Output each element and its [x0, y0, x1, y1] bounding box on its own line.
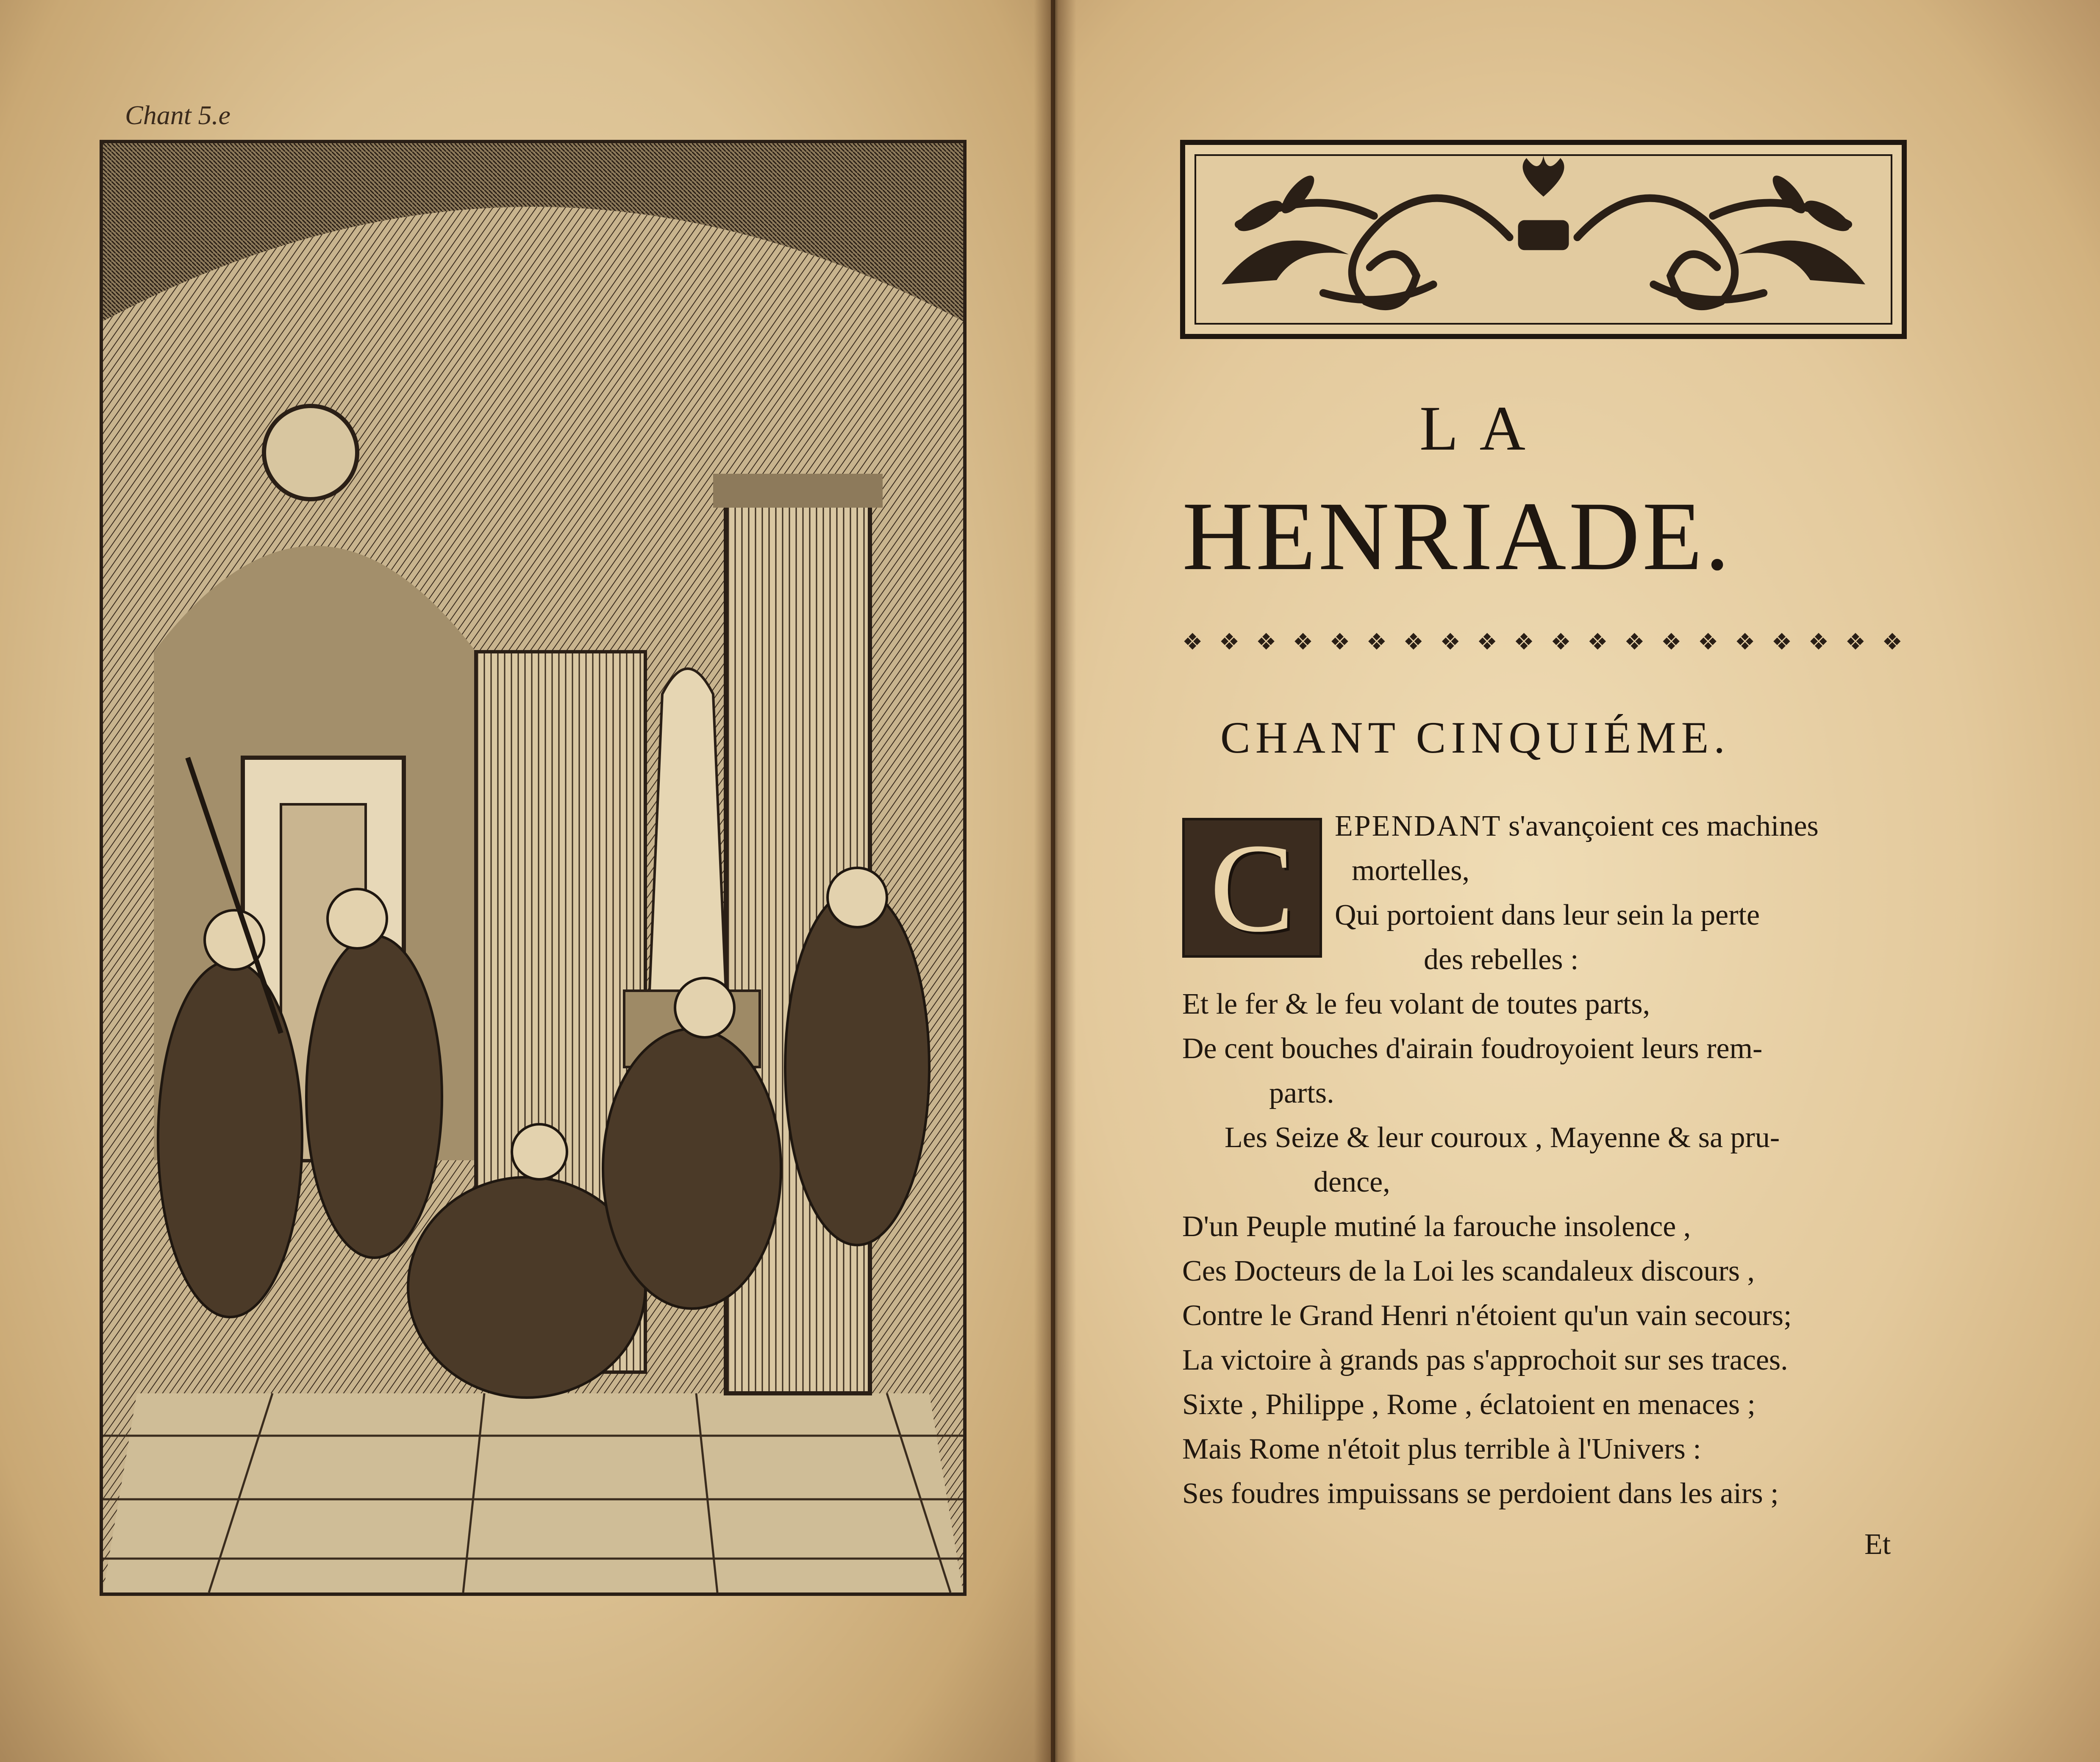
verse-line: dence,	[1314, 1166, 1390, 1198]
verse-line: Qui portoient dans leur sein la perte	[1335, 899, 1760, 931]
floral-headpiece-ornament-icon	[1180, 140, 1907, 339]
book-gutter	[1034, 0, 1076, 1762]
verse-line: De cent bouches d'airain foudroyoient leurs rem-	[1182, 1032, 1763, 1065]
engraving-illustration-icon	[100, 140, 967, 1596]
drop-cap	[1182, 818, 1322, 958]
verse-line: D'un Peuple mutiné la farouche insolence ,	[1182, 1210, 1691, 1243]
fleuron-divider-icon: ❖ ❖ ❖ ❖ ❖ ❖ ❖ ❖ ❖ ❖ ❖ ❖ ❖ ❖ ❖ ❖ ❖ ❖ ❖ ❖	[1182, 628, 1903, 655]
chant-heading: CHANT CINQUIÉME.	[1220, 713, 1730, 762]
title-la: LA	[1419, 393, 1547, 464]
verse-line: La victoire à grands pas s'approchoit sur ses traces.	[1182, 1344, 1788, 1376]
verse-line: parts.	[1269, 1077, 1334, 1109]
plate-caption: Chant 5.e	[125, 100, 231, 130]
verse-line: Mais Rome n'étoit plus terrible à l'Univers :	[1182, 1433, 1701, 1465]
verse-line: Contre le Grand Henri n'étoient qu'un vain secours;	[1182, 1299, 1792, 1332]
verse-line: Les Seize & leur couroux , Mayenne & sa pru-	[1225, 1121, 1780, 1154]
verse-line: Ses foudres impuissans se perdoient dans les airs ;	[1182, 1477, 1779, 1510]
book-title: HENRIADE.	[1182, 482, 1732, 591]
verse-line: s'avançoient ces machines	[1508, 810, 1819, 842]
catchword: Et	[1864, 1528, 1891, 1561]
verse-line: des rebelles :	[1424, 943, 1579, 976]
verse-line: Et le fer & le feu volant de toutes parts,	[1182, 988, 1650, 1020]
verse-line: Sixte , Philippe , Rome , éclatoient en menaces ;	[1182, 1388, 1756, 1421]
verse-line: mortelles,	[1352, 854, 1469, 887]
drop-cap-letter: C	[1209, 817, 1295, 958]
first-word: EPENDANT	[1335, 810, 1502, 842]
verse-line: Ces Docteurs de la Loi les scandaleux discours ,	[1182, 1255, 1755, 1287]
